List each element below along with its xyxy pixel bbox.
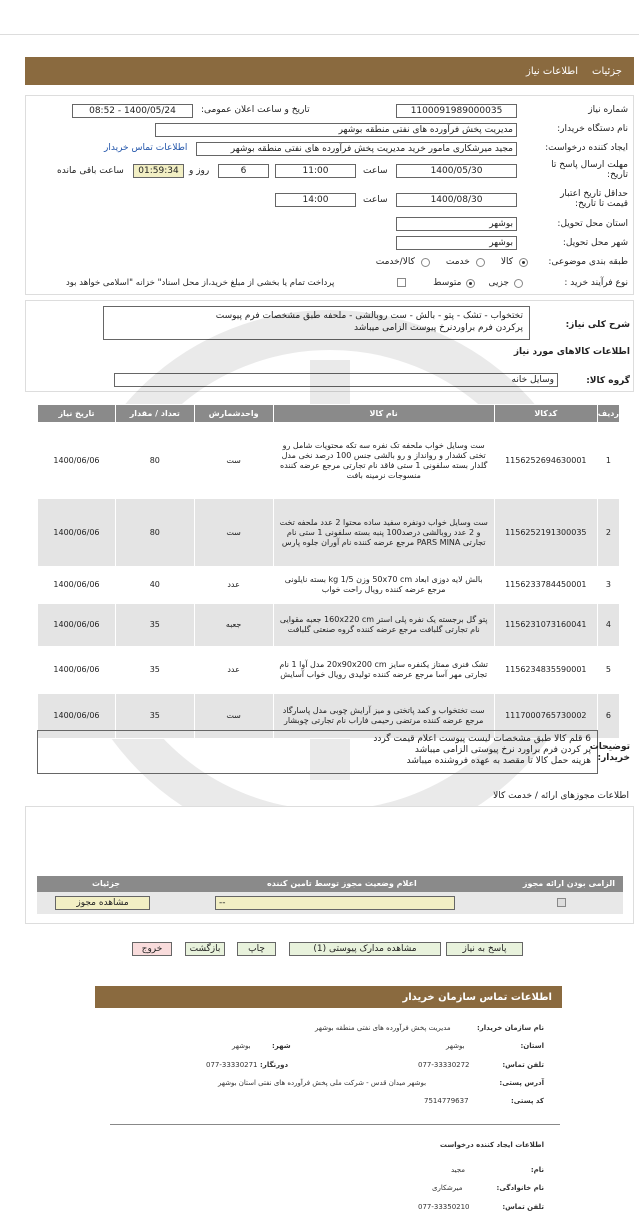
creator-name-label: نام: — [530, 1166, 544, 1174]
province-contact-label: استان: — [520, 1042, 544, 1050]
cell-unit: ست — [194, 499, 273, 567]
validity-time-field: 14:00 — [275, 193, 356, 207]
cell-code: 1117000765730002 — [494, 694, 597, 739]
creator-family-label: نام خانوادگی: — [496, 1184, 544, 1192]
summary-line-1: تختخواب - تشک - پتو - بالش - ست روبالشی - ملحفه طبق مشخصات فرم پیوست — [215, 311, 523, 321]
buyer-notes-line-3: هزینه حمل کالا تا مقصد به عهده فروشنده میباشد — [406, 756, 591, 766]
remaining-time-field: 01:59:34 — [133, 164, 184, 178]
fax-value: 077-33330271 — [206, 1061, 258, 1069]
treasury-payment-checkbox[interactable] — [397, 278, 406, 287]
cell-name: بالش لایه دوزی ابعاد 50x70 cm وزن 1/5 kg بسته نایلونی مرجع عرضه کننده رویال راحت خواب — [273, 567, 494, 604]
deadline-date-field: 1400/05/30 — [396, 164, 517, 178]
contact-title: اطلاعات تماس سازمان خریدار — [402, 991, 552, 1003]
permit-required-checkbox — [557, 898, 566, 907]
buyer-notes-label: توضیحات خریدار: — [589, 742, 630, 763]
process-minor-radio[interactable] — [514, 279, 523, 288]
validity-time-label: ساعت — [363, 195, 388, 205]
view-attachments-button[interactable]: مشاهده مدارک پیوستی (1) — [289, 942, 441, 956]
category-goods-label: کالا — [500, 257, 513, 267]
category-service-label: خدمت — [445, 257, 470, 267]
postal-value: 7514779637 — [424, 1097, 469, 1105]
city-field: بوشهر — [396, 236, 517, 250]
cell-unit: عدد — [194, 567, 273, 604]
cell-code: 1156252191300035 — [494, 499, 597, 567]
col-name: نام کالا — [273, 405, 494, 423]
buyer-notes-line-1: 6 قلم کالا طبق مشخصات لیست پیوست اعلام قیمت گردد — [373, 734, 591, 744]
cell-idx: 6 — [597, 694, 619, 739]
cell-idx: 5 — [597, 647, 619, 694]
top-divider — [0, 34, 639, 35]
cell-unit: ست — [194, 423, 273, 499]
col-code: کدکالا — [494, 405, 597, 423]
cell-code: 1156252694630001 — [494, 423, 597, 499]
requester-label: ایجاد کننده درخواست: — [545, 143, 628, 153]
category-radio-group — [333, 255, 528, 269]
process-radio-group — [415, 276, 523, 290]
table-row — [38, 567, 620, 604]
contact-header — [95, 986, 562, 1008]
announce-label: تاریخ و ساعت اعلان عمومی: — [201, 105, 310, 115]
cell-qty: 80 — [115, 499, 194, 567]
fax-label: دورنگار: — [260, 1061, 289, 1069]
cell-date: 1400/06/06 — [38, 423, 116, 499]
city-contact-value: بوشهر — [232, 1042, 251, 1050]
view-permit-button[interactable]: مشاهده مجوز — [55, 896, 150, 910]
validity-date-field: 1400/08/30 — [396, 193, 517, 207]
cell-idx: 2 — [597, 499, 619, 567]
cell-code: 1156231073160041 — [494, 604, 597, 647]
deadline-time-field: 11:00 — [275, 164, 356, 178]
permits-col-required: الزامی بودن ارائه مجوز — [522, 879, 615, 888]
process-minor-label: جزیی — [488, 278, 509, 288]
goods-group-field: وسایل خانه — [114, 373, 558, 387]
cell-name: ست وسایل خواب دونفره سفید ساده محتوا 2 عدد ملحفه تخت و 2 عدد روبالشی درصد100 پنبه بسته سلفونی 1 ستی نام تجارتی PARS MINA مرجع عرضه کننده نام آوران جلوه پارس — [273, 499, 494, 567]
cell-date: 1400/06/06 — [38, 567, 116, 604]
cell-unit: عدد — [194, 647, 273, 694]
reply-button[interactable]: پاسخ به نیاز — [446, 942, 523, 956]
section-header — [25, 57, 634, 85]
creator-title: اطلاعات ایجاد کننده درخواست — [439, 1141, 544, 1149]
process-medium-radio[interactable] — [466, 279, 475, 288]
permits-col-status: اعلام وضعیت مجوز توسط تامین کننده — [267, 879, 417, 888]
treasury-payment-note: پرداخت تمام یا بخشی از مبلغ خرید،از محل اسناد" خزانه "اسلامی خواهد بود — [66, 278, 335, 288]
city-contact-label: شهر: — [272, 1042, 291, 1050]
validity-label: حداقل تاریخ اعتبار قیمت تا تاریخ: — [560, 189, 628, 209]
cell-date: 1400/06/06 — [38, 604, 116, 647]
tab-need-info[interactable]: اطلاعات نیاز — [526, 65, 579, 77]
permits-title: اطلاعات مجوزهای ارائه / خدمت کالا — [493, 791, 629, 801]
cell-date: 1400/06/06 — [38, 499, 116, 567]
cell-date: 1400/06/06 — [38, 694, 116, 739]
creator-phone-label: تلفن تماس: — [502, 1203, 544, 1211]
province-label: استان محل تحویل: — [557, 219, 628, 229]
process-medium-label: متوسط — [433, 278, 462, 288]
cell-date: 1400/06/06 — [38, 647, 116, 694]
phone-label: تلفن تماس: — [502, 1061, 544, 1069]
address-value: بوشهر میدان قدس - شرکت ملی پخش فرآورده های نفتی استان بوشهر — [218, 1079, 427, 1087]
remaining-label: ساعت باقی مانده — [57, 166, 124, 176]
buyer-label: نام دستگاه خریدار: — [557, 124, 628, 134]
permits-col-details: جزئیات — [92, 879, 121, 888]
days-field: 6 — [218, 164, 269, 178]
back-button[interactable]: بازگشت — [185, 942, 225, 956]
cell-idx: 1 — [597, 423, 619, 499]
cell-qty: 80 — [115, 423, 194, 499]
goods-table — [37, 404, 620, 739]
cell-idx: 3 — [597, 567, 619, 604]
permits-table — [37, 876, 623, 914]
category-label: طبقه بندی موضوعی: — [548, 257, 628, 267]
deadline-time-label: ساعت — [363, 166, 388, 176]
cell-qty: 35 — [115, 694, 194, 739]
address-label: آدرس پستی: — [499, 1079, 544, 1087]
goods-group-label: گروه کالا: — [586, 376, 630, 386]
goods-title: اطلاعات کالاهای مورد نیاز — [513, 347, 630, 357]
creator-family-value: میرشکاری — [432, 1184, 463, 1192]
summary-box — [103, 306, 530, 340]
announce-field: 1400/05/24 - 08:52 — [72, 104, 193, 118]
cell-idx: 4 — [597, 604, 619, 647]
cell-name: تشک فنری ممتاز یکنفره سایز 20x90x200 cm مدل آوا 1 نام تجارتی مهر آسا مرجع عرضه کننده تولیدی رویال خواب آسایش — [273, 647, 494, 694]
col-qty: تعداد / مقدار — [115, 405, 194, 423]
col-date: تاریخ نیاز — [38, 405, 116, 423]
cell-code: 1156233784450001 — [494, 567, 597, 604]
category-both-radio[interactable] — [421, 258, 430, 267]
summary-label: شرح کلی نیاز: — [565, 320, 630, 330]
org-label: نام سازمان خریدار: — [476, 1024, 544, 1032]
deadline-label: مهلت ارسال پاسخ تا تاریخ: — [551, 160, 628, 180]
phone-value: 077-33330272 — [418, 1061, 470, 1069]
buyer-field: مدیریت پخش فرآورده های نفتی منطقه بوشهر — [155, 123, 517, 137]
org-value: مدیریت پخش فرآورده های نفتی منطقه بوشهر — [315, 1024, 451, 1032]
exit-button[interactable]: خروج — [132, 942, 172, 956]
province-field: بوشهر — [396, 217, 517, 231]
table-row — [38, 604, 620, 647]
tab-details[interactable]: جزئیات — [592, 65, 622, 77]
requester-field: مجید میرشکاری مامور خرید مدیریت پخش فرآورده های نفتی منطقه بوشهر — [196, 142, 517, 156]
cell-qty: 35 — [115, 647, 194, 694]
cell-qty: 35 — [115, 604, 194, 647]
permit-status-field: -- — [215, 896, 455, 910]
category-both-label: کالا/خدمت — [375, 257, 415, 267]
buyer-notes-line-2: پر کردن فرم براورد نرخ پیوستی الزامی میباشد — [414, 745, 591, 755]
buyer-contact-link[interactable]: اطلاعات تماس خریدار — [104, 143, 188, 153]
category-service-radio[interactable] — [476, 258, 485, 267]
need-number-label: شماره نیاز — [588, 105, 628, 115]
days-label: روز و — [189, 166, 210, 176]
contact-divider — [110, 1124, 560, 1125]
need-number-field: 1100091989000035 — [396, 104, 517, 118]
cell-name: ست وسایل خواب ملحفه تک نفره سه تکه محتویات شامل رو تختی کشدار و روانداز و رو بالشی جنس 100 درصد نخی مدل گلدار بسته سلفونی 1 ستی فاقد نام تجارتی مرجع عرضه کننده منسوجات نرمینه بافت — [273, 423, 494, 499]
col-unit: واحدشمارش — [194, 405, 273, 423]
cell-code: 1156234835590001 — [494, 647, 597, 694]
buyer-notes-box — [37, 730, 598, 774]
summary-line-2: پرکردن فرم براوردنرخ پیوست الزامی میباشد — [354, 323, 523, 333]
province-contact-value: بوشهر — [446, 1042, 465, 1050]
process-label: نوع فرآیند خرید : — [564, 278, 628, 288]
creator-name-value: مجید — [451, 1166, 466, 1174]
cell-unit: جعبه — [194, 604, 273, 647]
city-label: شهر محل تحویل: — [562, 238, 628, 248]
cell-qty: 40 — [115, 567, 194, 604]
goods-table-header — [38, 405, 620, 423]
creator-phone-value: 077-33350210 — [418, 1203, 470, 1211]
table-row — [38, 499, 620, 567]
col-row: ردیف — [597, 405, 619, 423]
cell-unit: ست — [194, 694, 273, 739]
table-row — [38, 423, 620, 499]
cell-name: ست تختخواب و کمد پاتختی و میز آرایش چوبی مدل پاسارگاد مرجع عرضه کننده مرتضی رحیمی فاراب نام تجارتی چوبشار — [273, 694, 494, 739]
cell-name: پتو گل برجسته یک نفره پلی استر 160x220 cm جعبه مقوایی نام تجارتی گلبافت مرجع عرضه کننده گروه صنعتی گلبافت — [273, 604, 494, 647]
table-row — [38, 647, 620, 694]
postal-label: کد پستی: — [510, 1097, 544, 1105]
print-button[interactable]: چاپ — [237, 942, 276, 956]
category-goods-radio[interactable] — [519, 258, 528, 267]
